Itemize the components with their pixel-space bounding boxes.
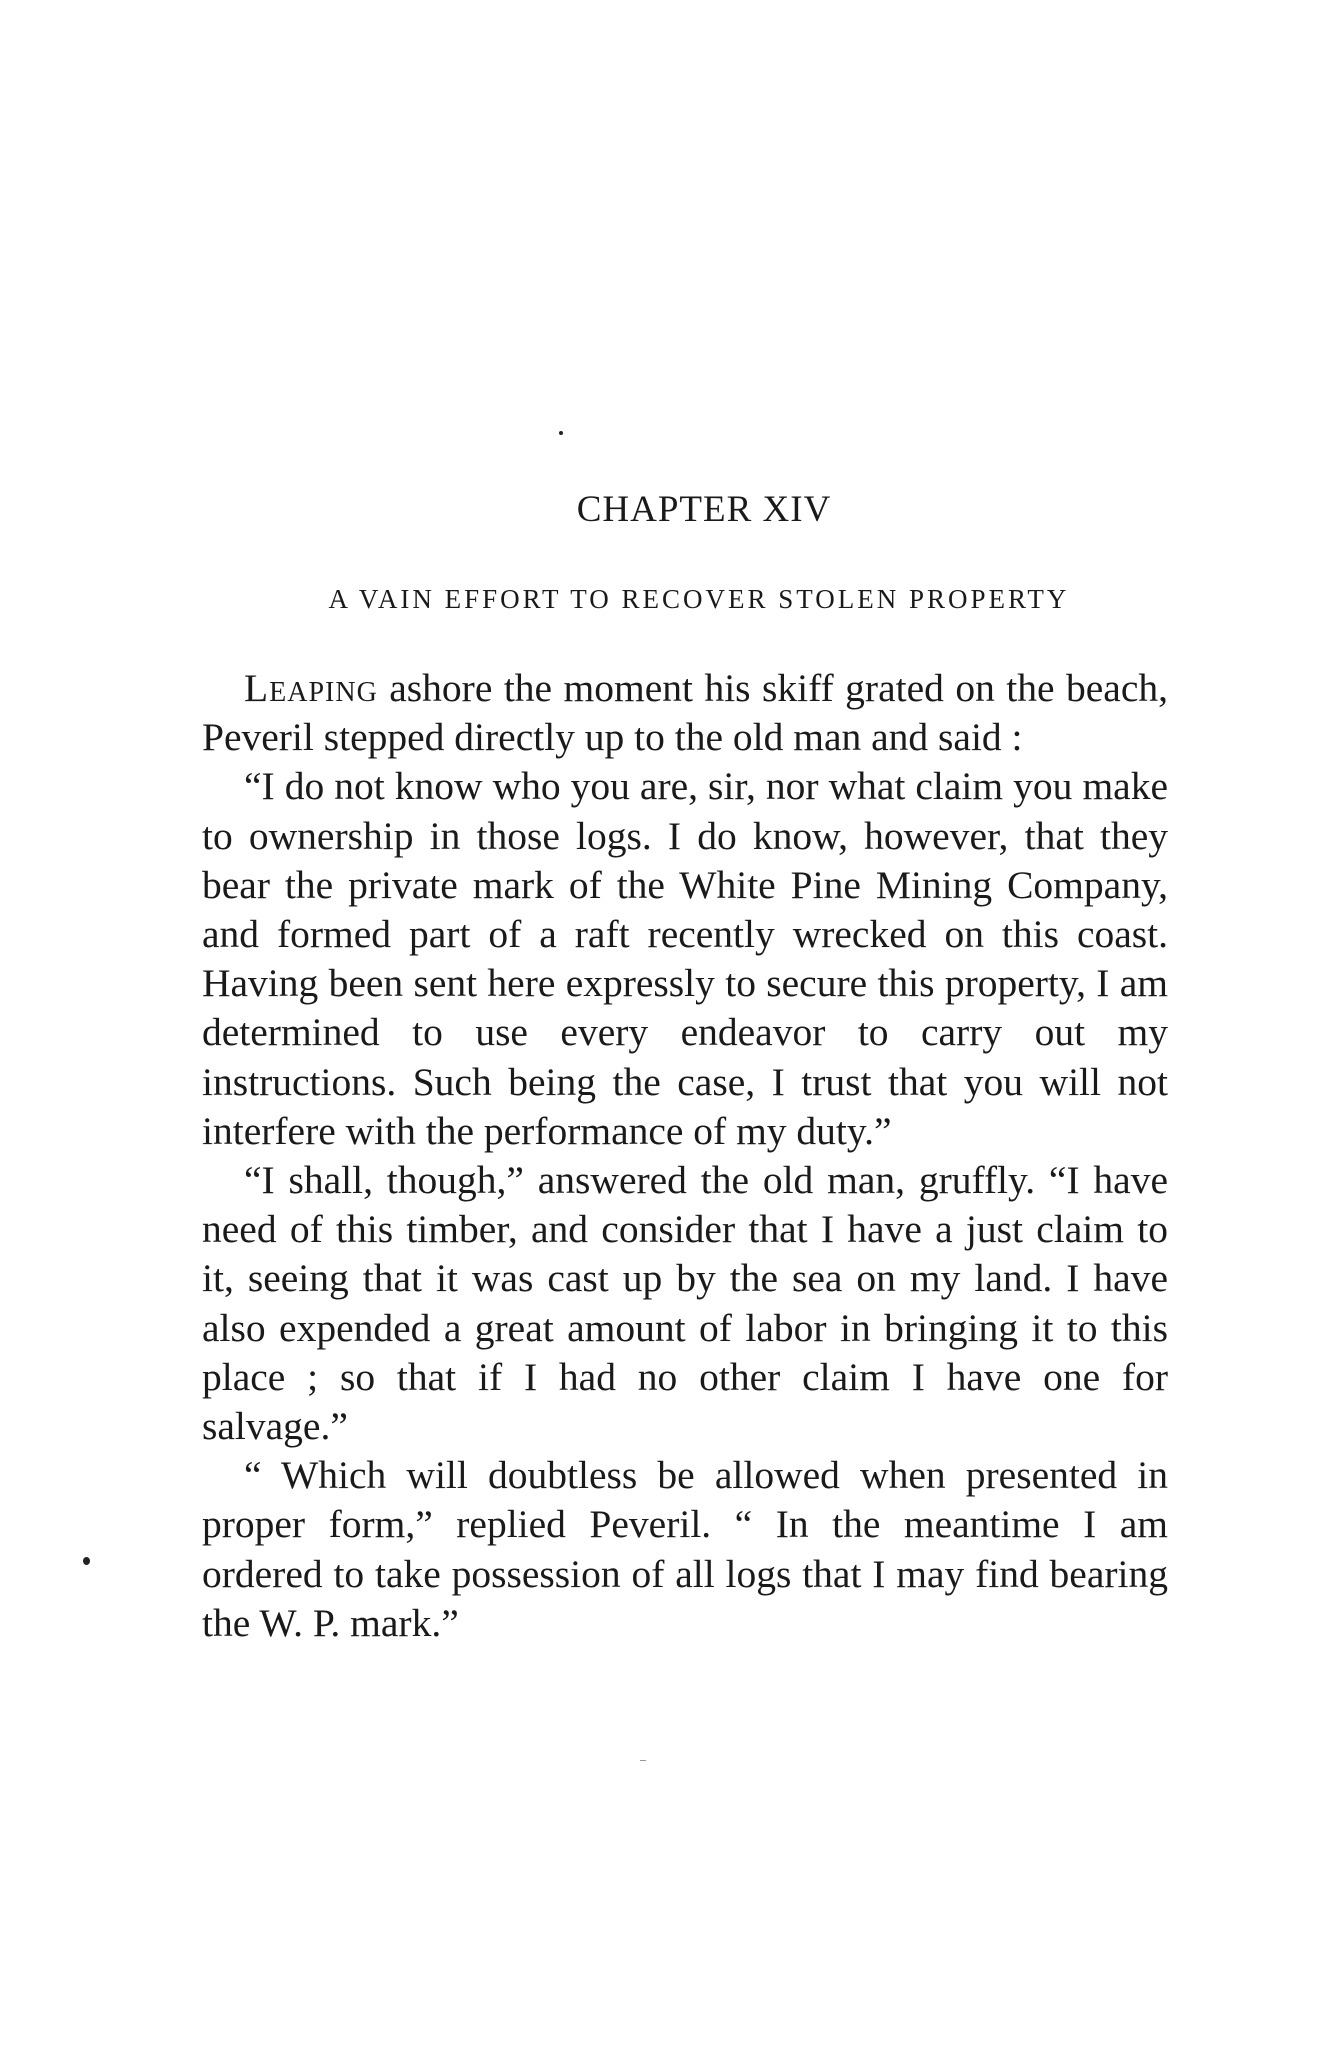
ink-speck bbox=[83, 1557, 90, 1565]
paragraph bbox=[202, 1451, 1168, 1648]
paragraph-text: ashore the moment his skiff grated on the beach, Peveril stepped directly up to the old man and said : bbox=[202, 666, 1168, 760]
paragraph bbox=[202, 762, 1168, 1156]
chapter-heading: CHAPTER XIV bbox=[576, 489, 832, 530]
ink-speck bbox=[559, 431, 563, 435]
chapter-subtitle: A VAIN EFFORT TO RECOVER STOLEN PROPERTY bbox=[328, 584, 1070, 614]
paragraph-text: “ Which will doubtless be allowed when presented in proper form,” replied Peveril. “ In the meantime I am ordered to take possession of all logs that I may find bearing the W. P. mark.” bbox=[202, 1453, 1168, 1645]
paragraph bbox=[202, 664, 1168, 762]
printer-mark bbox=[640, 1760, 646, 1761]
paragraph bbox=[202, 1156, 1168, 1451]
paragraph-text: “I shall, though,” answered the old man, gruffly. “I have need of this timber, and consider that I have a just claim to it, seeing that it was cast up by the sea on my land. I have also expended a great amount of labor in bringing it to this place ; so that if I had no other claim I have one for salvage.” bbox=[202, 1158, 1168, 1449]
paragraph-text: “I do not know who you are, sir, nor what claim you make to ownership in those logs. I do know, however, that they bear the private mark of the White Pine Mining Company, and formed part of a raft recently wrecked on this coast. Having been sent here expressly to secure this property, I am determined to use every endeavor to carry out my instructions. Such being the case, I trust that you will not interfere with the performance of my duty.” bbox=[202, 764, 1168, 1153]
chapter-body bbox=[202, 664, 1168, 1648]
paragraph-lead-word: Leaping bbox=[244, 666, 378, 710]
